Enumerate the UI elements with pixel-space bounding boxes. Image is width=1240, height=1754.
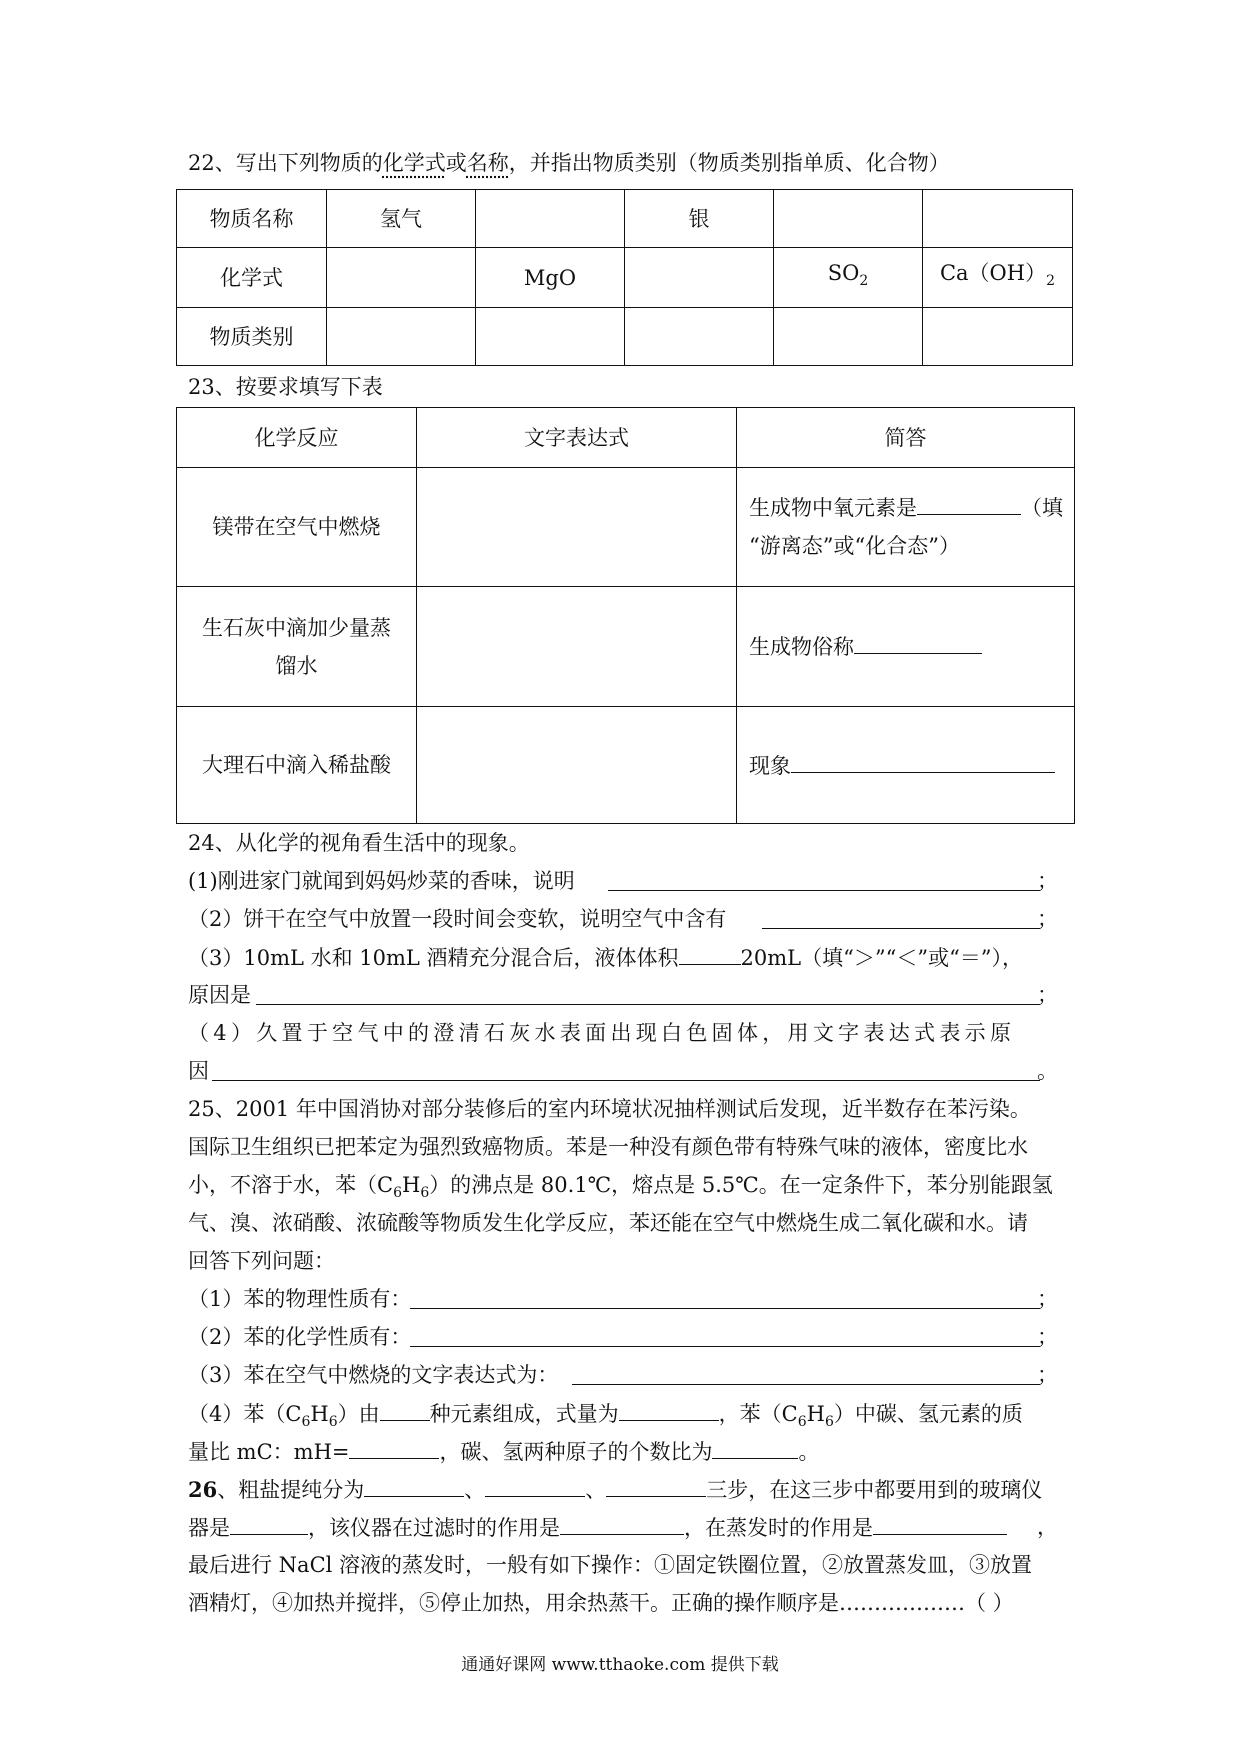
answer-blank[interactable]: [608, 868, 1040, 891]
answer-blank[interactable]: [212, 1058, 1040, 1081]
q22-header-formula: 化学式: [177, 248, 327, 308]
q22-title-post: ，并指出物质类别（物质类别指单质、化合物）: [508, 151, 950, 175]
q22-formula-cell: [625, 248, 774, 308]
q23-table: [176, 407, 1075, 824]
answer-blank[interactable]: [572, 1362, 1040, 1385]
q25-sub-4-cont: [188, 1436, 819, 1467]
q22-header-name: 物质名称: [177, 190, 327, 248]
q24-p3-text: 20mL（填“＞”“＜”或“＝”），: [740, 946, 1024, 970]
q24-p1-text: (1)刚进家门就闻到妈妈炒菜的香味，说明: [188, 869, 575, 893]
answer-blank[interactable]: [854, 631, 982, 654]
semicolon: ；: [1037, 1363, 1058, 1387]
answer-blank[interactable]: [364, 1474, 464, 1497]
answer-blank[interactable]: [712, 1436, 798, 1459]
semicolon: ；: [1037, 1287, 1058, 1311]
answer-blank[interactable]: [485, 1474, 585, 1497]
q23-answer-cell: [737, 587, 1075, 707]
q22-formula-sub: 2: [1046, 273, 1056, 290]
q22-title-formula: 化学式: [382, 151, 446, 175]
q22-formula-cell: [774, 248, 923, 308]
q26-text: ，该仪器在过滤时的作用是: [308, 1516, 560, 1540]
q25-line: 气、溴、浓硝酸、浓硫酸等物质发生化学反应，苯还能在空气中燃烧生成二氧化碳和水。请: [188, 1211, 1028, 1235]
q24-part-3: [188, 942, 1023, 973]
q26-text: 三步，在这三步中都要用到的玻璃仪: [706, 1478, 1043, 1502]
answer-blank[interactable]: [619, 1398, 719, 1421]
q24-part-1: [188, 866, 1058, 896]
q22-formula-text: SO: [827, 261, 860, 286]
answer-blank[interactable]: [410, 1324, 1040, 1347]
q25-text: 小，不溶于水，苯（C: [188, 1173, 394, 1197]
q23-answer-cell: [737, 468, 1075, 587]
q24-title: 24、从化学的视角看生活中的现象。: [188, 831, 530, 855]
q25-sub-text: （2）苯的化学性质有：: [188, 1325, 412, 1349]
answer-blank[interactable]: [679, 942, 741, 965]
q23-header-reaction: 化学反应: [177, 408, 417, 468]
q23-answer-text: 现象: [749, 753, 791, 778]
q22-table: [176, 189, 1073, 366]
comma: ，: [1037, 1515, 1058, 1539]
q23-answer-text: 生成物中氧元素是: [749, 496, 917, 520]
q22-name-cell: 氢气: [327, 190, 476, 248]
q24-p4-text: 因: [188, 1059, 209, 1083]
q25-sub-text: H: [806, 1402, 825, 1426]
q23-row: [177, 707, 1075, 824]
q25-sub-text: ）中碳、氢元素的质: [833, 1402, 1023, 1426]
q23-header-row: [177, 408, 1075, 468]
q22-title-name: 名称: [466, 151, 509, 175]
q25-sub-text: （3）苯在空气中燃烧的文字表达式为：: [188, 1363, 559, 1387]
answer-blank[interactable]: [873, 1512, 1007, 1535]
q23-reaction-line: 馏水: [275, 653, 318, 678]
q24-part-4: （4）久置于空气中的澄清石灰水表面出现白色固体，用文字表达式表示原: [188, 1021, 1016, 1045]
period: 。: [798, 1440, 820, 1464]
q22-title-pre: 22、写出下列物质的: [188, 151, 383, 175]
q25-line: 25、2001 年中国消协对部分装修后的室内环境状况抽样测试后发现，近半数存在苯污染。: [188, 1097, 1031, 1121]
q26-number: 26: [188, 1477, 218, 1502]
q26-line-3: 最后进行 NaCl 溶液的蒸发时，一般有如下操作：①固定铁圈位置，②放置蒸发皿，③放置: [188, 1553, 1033, 1577]
q22-formula-cell: [327, 248, 476, 308]
q26-text: ，在蒸发时的作用是: [684, 1516, 873, 1540]
answer-blank[interactable]: [410, 1286, 1040, 1309]
q25-sub-3: [188, 1360, 1058, 1390]
semicolon: ；: [1037, 869, 1058, 893]
q24-part-4-cont: [188, 1056, 1058, 1086]
q26-text: 器是: [188, 1516, 230, 1540]
q22-name-cell: [774, 190, 923, 248]
q25-sub-text: ，碳、氢两种原子的个数比为: [439, 1440, 713, 1464]
answer-blank[interactable]: [380, 1398, 430, 1421]
q26-text: 、: [585, 1478, 607, 1502]
q26-line-1: [188, 1474, 1042, 1505]
subscript: 6: [328, 1414, 338, 1431]
q24-part-2: [188, 904, 1058, 934]
q23-reaction-cell: 大理石中滴入稀盐酸: [177, 707, 417, 824]
q23-expression-cell[interactable]: [417, 587, 737, 707]
answer-blank[interactable]: [230, 1512, 308, 1535]
subscript: 6: [393, 1185, 402, 1202]
q22-row-category: [177, 308, 1073, 366]
q23-title: 23、按要求填写下表: [188, 375, 383, 399]
q23-answer-line: [749, 489, 1074, 527]
q22-title: [188, 148, 950, 178]
q23-header-expression: 文字表达式: [417, 408, 737, 468]
q23-expression-cell[interactable]: [417, 707, 737, 824]
q22-formula-text: MgO: [523, 265, 577, 290]
q25-sub-text: ）由: [337, 1402, 380, 1426]
subscript: 6: [824, 1414, 834, 1431]
q25-sub-text: （4）苯（C: [188, 1402, 302, 1426]
q24-part-3-reason: [188, 980, 1058, 1010]
subscript: 6: [301, 1414, 311, 1431]
q22-formula-cell: [923, 248, 1073, 308]
q22-category-cell[interactable]: [625, 308, 774, 366]
q23-reaction-line: 生石灰中滴加少量蒸: [202, 615, 391, 640]
answer-blank[interactable]: [917, 492, 1021, 515]
q23-answer-line: “游离态”或“化合态”）: [749, 534, 960, 558]
answer-blank[interactable]: [606, 1474, 706, 1497]
q22-name-cell: [476, 190, 625, 248]
q22-name-cell: [923, 190, 1073, 248]
q22-title-or: 或: [445, 151, 467, 175]
semicolon: ；: [1037, 907, 1058, 931]
q22-category-cell[interactable]: [476, 308, 625, 366]
q25-sub-2: [188, 1322, 1058, 1352]
q22-formula-cell: [476, 248, 625, 308]
q25-line: [188, 1170, 1053, 1208]
q23-answer-text: （填: [1021, 496, 1063, 520]
q23-row: [177, 468, 1075, 587]
footer-credit: 通通好课网 www.tthaoke.com 提供下载: [461, 1655, 779, 1675]
answer-blank[interactable]: [560, 1512, 684, 1535]
q25-text: ）的沸点是 80.1℃，熔点是 5.5℃。在一定条件下，苯分别能跟氢: [429, 1173, 1053, 1197]
q25-sub-text: ，苯（C: [718, 1402, 798, 1426]
q23-expression-cell[interactable]: [417, 468, 737, 587]
answer-blank[interactable]: [762, 906, 1040, 929]
period: 。: [1037, 1059, 1058, 1083]
answer-blank[interactable]: [791, 750, 1055, 773]
subscript: 6: [420, 1185, 430, 1202]
q23-answer-text: 生成物俗称: [749, 635, 854, 659]
q26-text: 、粗盐提纯分为: [217, 1478, 365, 1502]
q22-header-category: 物质类别: [177, 308, 327, 366]
q22-name-cell: 银: [625, 190, 774, 248]
q25-text: H: [402, 1173, 421, 1197]
q22-formula-text: Ca（OH）: [939, 261, 1047, 286]
q26-text: 、: [464, 1478, 486, 1502]
semicolon: ；: [1037, 1325, 1058, 1349]
answer-blank[interactable]: [256, 982, 1040, 1005]
q22-row-formula: [177, 248, 1073, 308]
q26-line-2: [188, 1512, 1058, 1543]
q25-sub-4: [188, 1398, 1023, 1437]
q23-reaction-cell: [177, 587, 417, 707]
q22-row-name: [177, 190, 1073, 248]
q25-sub-text: 量比 mC：mH=: [188, 1440, 350, 1464]
q25-sub-text: 种元素组成，式量为: [429, 1402, 619, 1426]
q22-category-cell[interactable]: [923, 308, 1073, 366]
semicolon: ；: [1037, 983, 1058, 1007]
q24-p3-reason-text: 原因是: [188, 983, 251, 1007]
q25-sub-text: （1）苯的物理性质有：: [188, 1287, 412, 1311]
q25-line: 回答下列问题：: [188, 1249, 335, 1273]
q23-reaction-cell: 镁带在空气中燃烧: [177, 468, 417, 587]
q22-category-cell[interactable]: [327, 308, 476, 366]
q22-formula-sub: 2: [859, 273, 869, 290]
answer-blank[interactable]: [349, 1436, 439, 1459]
q25-sub-text: H: [310, 1402, 329, 1426]
q23-row: [177, 587, 1075, 707]
q22-category-cell[interactable]: [774, 308, 923, 366]
q25-sub-1: [188, 1284, 1058, 1314]
subscript: 6: [797, 1414, 807, 1431]
q24-p3-text: （3）10mL 水和 10mL 酒精充分混合后，液体体积: [188, 946, 679, 970]
q24-p2-text: （2）饼干在空气中放置一段时间会变软，说明空气中含有: [188, 907, 727, 931]
q26-line-4: 酒精灯，④加热并搅拌，⑤停止加热，用余热蒸干。正确的操作顺序是………………（ ）: [188, 1591, 1014, 1615]
q23-header-answer: 简答: [737, 408, 1075, 468]
q25-line: 国际卫生组织已把苯定为强烈致癌物质。苯是一种没有颜色带有特殊气味的液体，密度比水: [188, 1135, 1028, 1159]
q23-answer-cell: [737, 707, 1075, 824]
